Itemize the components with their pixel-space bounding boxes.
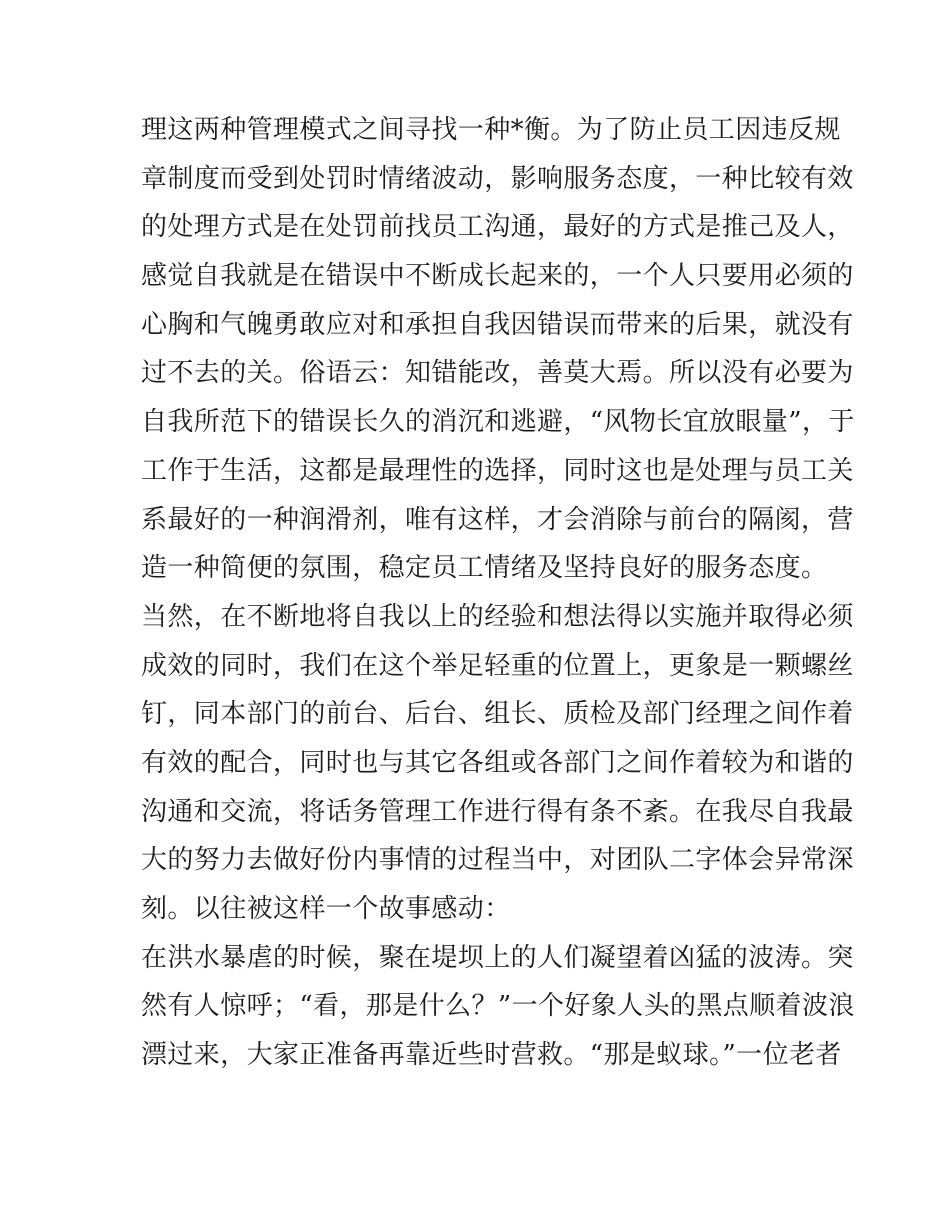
text-line: 成效的同时，我们在这个举足轻重的位置上，更象是一颗螺丝 [141, 650, 854, 681]
text-line: 自我所范下的错误长久的消沉和逃避，“风物长宜放眼量”，于 [141, 407, 855, 438]
text-line: 当然，在不断地将自我以上的经验和想法得以实施并取得必须 [141, 601, 854, 632]
text-line: 过不去的关。俗语云：知错能改，善莫大焉。所以没有必要为 [141, 358, 854, 389]
body-text [141, 106, 855, 1080]
text-line: 的处理方式是在处罚前找员工沟通，最好的方式是推己及人， [141, 212, 854, 243]
text-line: 在洪水暴虐的时候，聚在堤坝上的人们凝望着凶猛的波涛。突 [141, 942, 854, 973]
text-line: 造一种简便的氛围，稳定员工情绪及坚持良好的服务态度。 [141, 553, 828, 584]
text-line: 章制度而受到处罚时情绪波动，影响服务态度，一种比较有效 [141, 163, 854, 194]
text-line: 理这两种管理模式之间寻找一种*衡。为了防止员工因违反规 [141, 115, 841, 145]
text-line: 感觉自我就是在错误中不断成长起来的，一个人只要用必须的 [141, 261, 854, 292]
text-line: 心胸和气魄勇敢应对和承担自我因错误而带来的后果，就没有 [141, 309, 854, 340]
text-line: 刻。以往被这样一个故事感动： [141, 894, 511, 924]
text-line: 然有人惊呼；“看，那是什么？”一个好象人头的黑点顺着波浪 [141, 991, 855, 1022]
text-line: 漂过来，大家正准备再靠近些时营救。“那是蚁球。”一位老者 [141, 1040, 842, 1071]
text-line: 工作于生活，这都是最理性的选择，同时这也是处理与员工关 [141, 455, 854, 486]
text-line: 系最好的一种润滑剂，唯有这样，才会消除与前台的隔阂，营 [141, 504, 854, 535]
text-line: 沟通和交流，将话务管理工作进行得有条不紊。在我尽自我最 [141, 796, 854, 827]
text-line: 有效的配合，同时也与其它各组或各部门之间作着较为和谐的 [141, 747, 854, 778]
text-line: 钉，同本部门的前台、后台、组长、质检及部门经理之间作着 [141, 699, 854, 730]
text-line: 大的努力去做好份内事情的过程当中，对团队二字体会异常深 [141, 845, 854, 876]
